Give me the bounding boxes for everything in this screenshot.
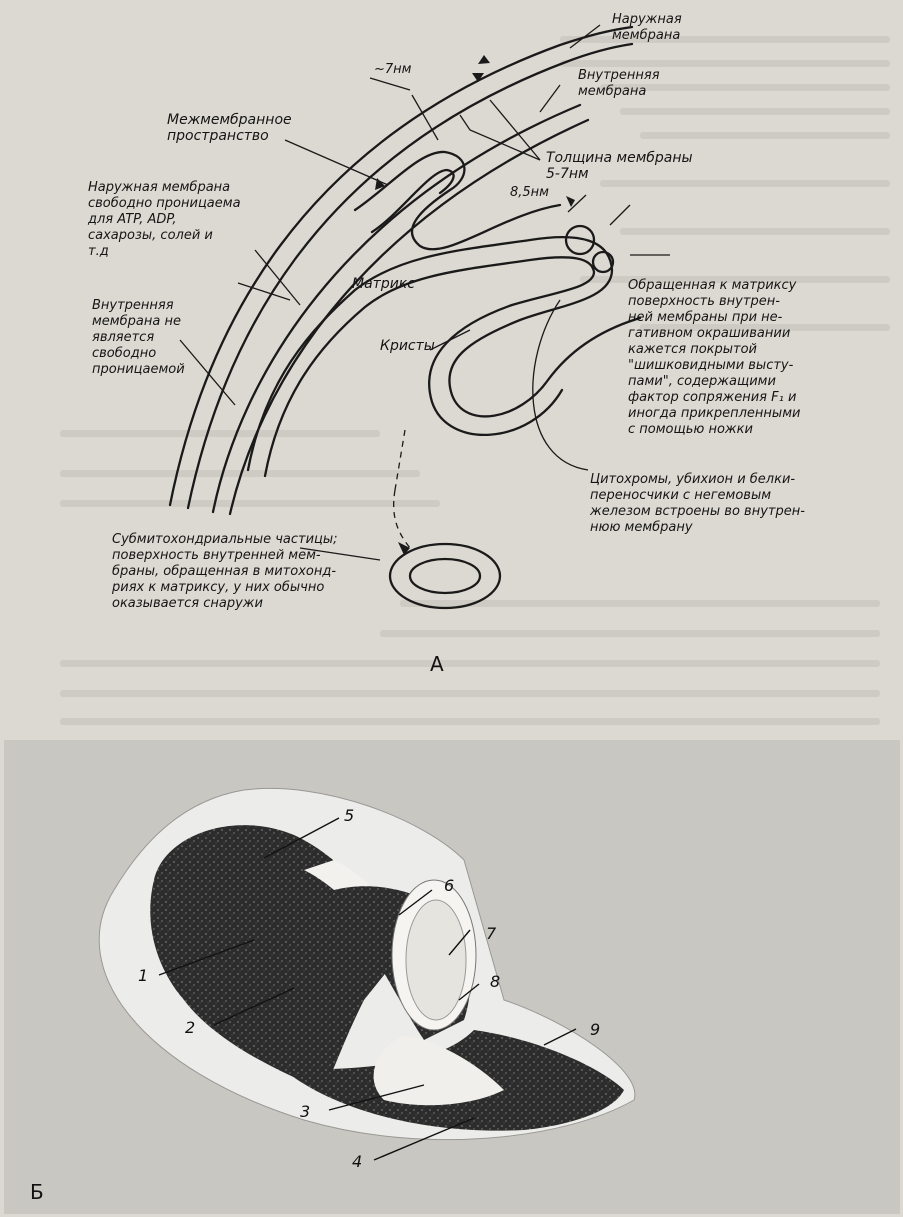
submitochondrial-particle-inner (410, 559, 480, 593)
label-gap-8-5nm: 8,5нм (510, 185, 549, 200)
callout-8: 8 (490, 972, 501, 991)
submitochondrial-particle-outer (390, 544, 500, 608)
callout-5: 5 (344, 806, 355, 825)
inner-membrane-outline-inner (230, 120, 588, 514)
label-thickness-7nm: ~7нм (374, 62, 412, 77)
inner-membrane-outline (213, 105, 580, 512)
callout-2: 2 (185, 1018, 196, 1037)
label-matrix-facing-surface: Обращенная к матриксу поверхность внутрен- ней мембраны при не- гативном окрашивании кажется покрытой "шишковидными высту- пами", содержащими фактор сопряжения F₁ и иногда прикрепленными с помощью ножки (628, 278, 801, 437)
callout-3: 3 (300, 1102, 311, 1121)
label-inner-membrane: Внутренняя мембрана (578, 68, 660, 99)
label-submitochondrial-particles: Субмитохондриальные частицы; поверхность внутренней мем- браны, обращенная в митохонд- риях к матриксу, у них обычно оказывается снаружи (112, 532, 338, 611)
label-matrix: Матрикс (352, 276, 415, 292)
callout-1: 1 (138, 966, 149, 985)
panel-a-label: А (430, 652, 444, 676)
callout-7: 7 (486, 924, 497, 943)
label-membrane-thickness: Толщина мембраны 5-7нм (546, 150, 693, 182)
label-outer-membrane-permeable: Наружная мембрана свободно проницаема для ATP, ADP, сахарозы, солей и т.д (88, 180, 241, 259)
callout-9: 9 (590, 1020, 601, 1039)
label-intermembrane-space: Межмембранное пространство (167, 112, 292, 144)
label-cytochromes: Цитохромы, убихион и белки- переносчики с негемовым железом встроены во внутрен- нюю мембрану (590, 472, 805, 535)
callout-4: 4 (352, 1152, 363, 1171)
label-inner-membrane-not-permeable: Внутренняя мембрана не является свободно проницаемой (92, 298, 185, 377)
label-cristae: Кристы (380, 338, 435, 354)
callout-6: 6 (444, 876, 455, 895)
panel-b-label: Б (30, 1180, 44, 1204)
label-outer-membrane: Наружная мембрана (612, 12, 682, 43)
